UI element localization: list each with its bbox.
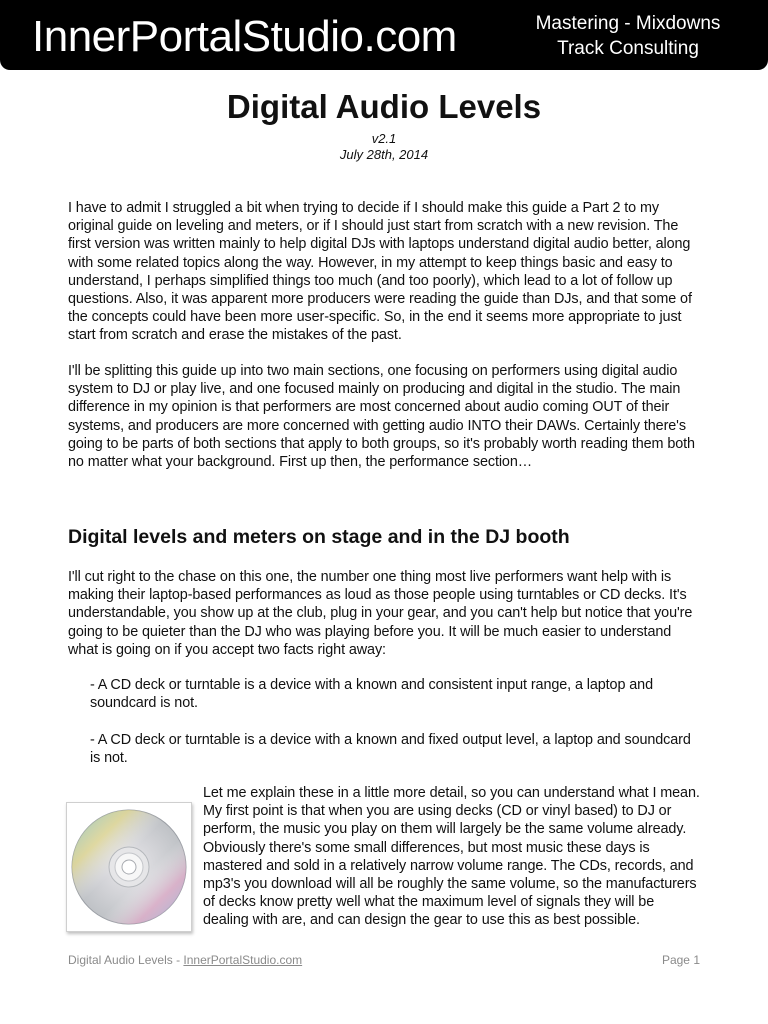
bullet-item-2: - A CD deck or turntable is a device with a known and fixed output level, a laptop and soundcard is not.: [90, 732, 691, 767]
document-version: v2.1: [371, 131, 397, 146]
site-logo-text: InnerPortalStudio.com: [32, 12, 457, 61]
cd-disc-image: [66, 802, 192, 932]
footer-page-number: Page 1: [661, 953, 700, 967]
footer-doc-name: Digital Audio Levels -: [68, 953, 184, 967]
section-paragraph-2: Let me explain these in a little more detail, so you can understand what I mean. My first point is that when you are using decks (CD or vinyl based) to DJ or perform, the music you play on them will largely be the same volume already. Obviously there's some small differences, but most music these days is mastered and sold in a relatively narrow volume range. The CDs, records, and mp3's you download will all be roughly the same volume, so the manufacturers of decks know pretty well what the maximum level of signals they will be dealing with are, and can design the gear to use this as best possible.: [203, 785, 700, 929]
services-tagline: [528, 11, 728, 61]
services-line-2: Track Consulting: [557, 38, 699, 59]
footer-doc-label: [68, 953, 302, 967]
section-heading: Digital levels and meters on stage and in the DJ booth: [68, 526, 570, 548]
document-meta: [0, 131, 768, 163]
site-header: [0, 0, 768, 70]
cd-disc-icon: [67, 803, 191, 931]
document-date: July 28th, 2014: [339, 147, 429, 162]
footer-site-link[interactable]: InnerPortalStudio.com: [183, 953, 303, 967]
intro-paragraph-1: I have to admit I struggled a bit when trying to decide if I should make this guide a Part 2 to my original guide on leveling and meters, or if I should just start from scratch with a new revision. The first version was written mainly to help digital DJs with laptops understand digital audio better, along with some related topics along the way. However, in my attempt to keep things basic and easy to understand, I perhaps simplified things too much (and too poorly), which lead to a lot of follow up questions. Also, it was apparent more producers were reading the guide than DJs, and that some of the concepts could have been more user-specific. So, in the end it seems more appropriate to just start from scratch and erase the mistakes of the past.: [68, 200, 692, 344]
document-title: Digital Audio Levels: [226, 88, 542, 125]
services-line-1: Mastering - Mixdowns: [535, 13, 721, 34]
bullet-item-1: - A CD deck or turntable is a device with a known and consistent input range, a laptop and soundcard is not.: [90, 677, 653, 712]
intro-paragraph-2: I'll be splitting this guide up into two main sections, one focusing on performers using digital audio system to DJ or play live, and one focused mainly on producing and digital in the studio. The main difference in my opinion is that performers are most concerned about audio coming OUT of their systems, and producers are more concerned with getting audio INTO their DAWs. Certainly there's going to be parts of both sections that apply to both groups, so it's probably worth reading them both no matter what your background. First up then, the performance section…: [68, 363, 695, 471]
section-paragraph-1: I'll cut right to the chase on this one, the number one thing most live performers want help with is making their laptop-based performances as loud as those people using turntables or CD decks. It's understandable, you show up at the club, plug in your gear, and you can't help but notice that you're going to be quieter than the DJ who was playing before you. It will be much easier to understand what is going on if you accept two facts right away:: [68, 569, 693, 658]
